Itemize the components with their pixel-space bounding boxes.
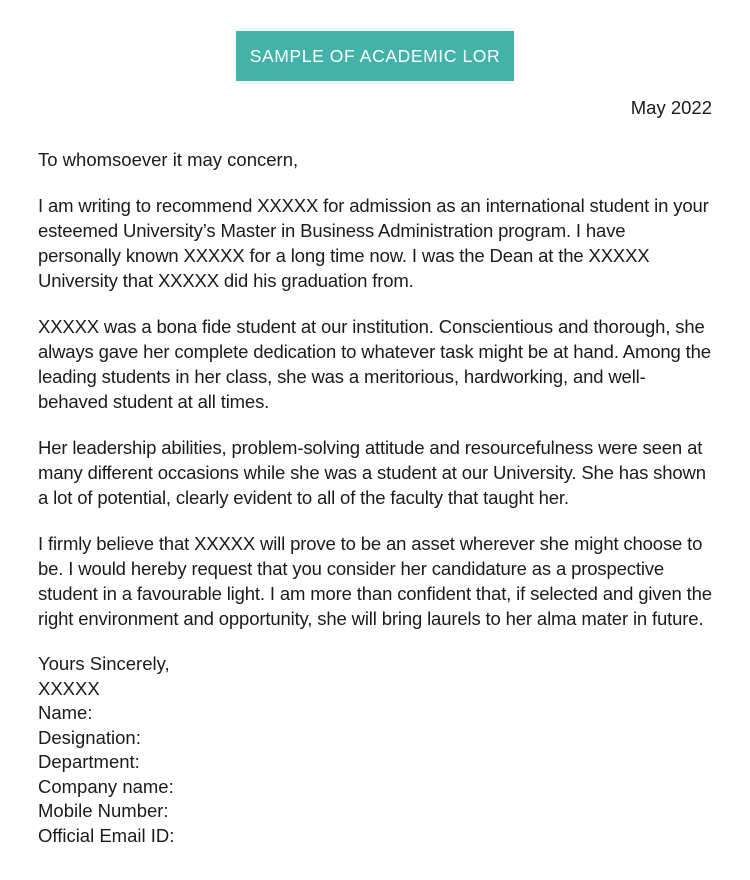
- signature-field-official-email: Official Email ID:: [38, 824, 175, 846]
- paragraph-student-qualities: XXXXX was a bona fide student at our institution. Conscientious and thorough, she always gave her complete dedication to whatever task might be at hand. Among the leading students in her class, she was a meritorious, hardworking, and well-behaved student at all times.: [38, 316, 711, 412]
- signature-field-designation: Designation:: [38, 726, 141, 748]
- signature-field-name: Name:: [38, 702, 93, 723]
- banner-title: SAMPLE OF ACADEMIC LOR: [249, 45, 501, 66]
- salutation: To whomsoever it may concern,: [38, 149, 299, 170]
- signature-field-department: Department:: [38, 751, 140, 772]
- signature-closing: Yours Sincerely,: [38, 653, 170, 674]
- signatory-name: XXXXX: [38, 677, 100, 699]
- banner: [236, 31, 514, 81]
- letter-date: May 2022: [630, 97, 712, 118]
- signature-block: [38, 652, 712, 848]
- letter-body: [0, 147, 750, 848]
- signature-field-company-name: Company name:: [38, 775, 174, 797]
- signature-field-mobile-number: Mobile Number:: [38, 800, 169, 821]
- paragraph-leadership: Her leadership abilities, problem-solving attitude and resourcefulness were seen at many different occasions while she was a student at our University. She has shown a lot of potential, clearly evident to all of the faculty that taught her.: [38, 437, 706, 508]
- paragraph-recommendation: I firmly believe that XXXXX will prove to be an asset wherever she might choose to be. I would hereby request that you consider her candidature as a prospective student in a favourable light. I am more than confident that, if selected and given the right environment and opportunity, she will bring laurels to her alma mater in future.: [38, 533, 712, 629]
- paragraph-intro: I am writing to recommend XXXXX for admission as an international student in your esteemed University’s Master in Business Administration program. I have personally known XXXXX for a long time now. I was the Dean at the XXXXX University that XXXXX did his graduation from.: [38, 195, 709, 291]
